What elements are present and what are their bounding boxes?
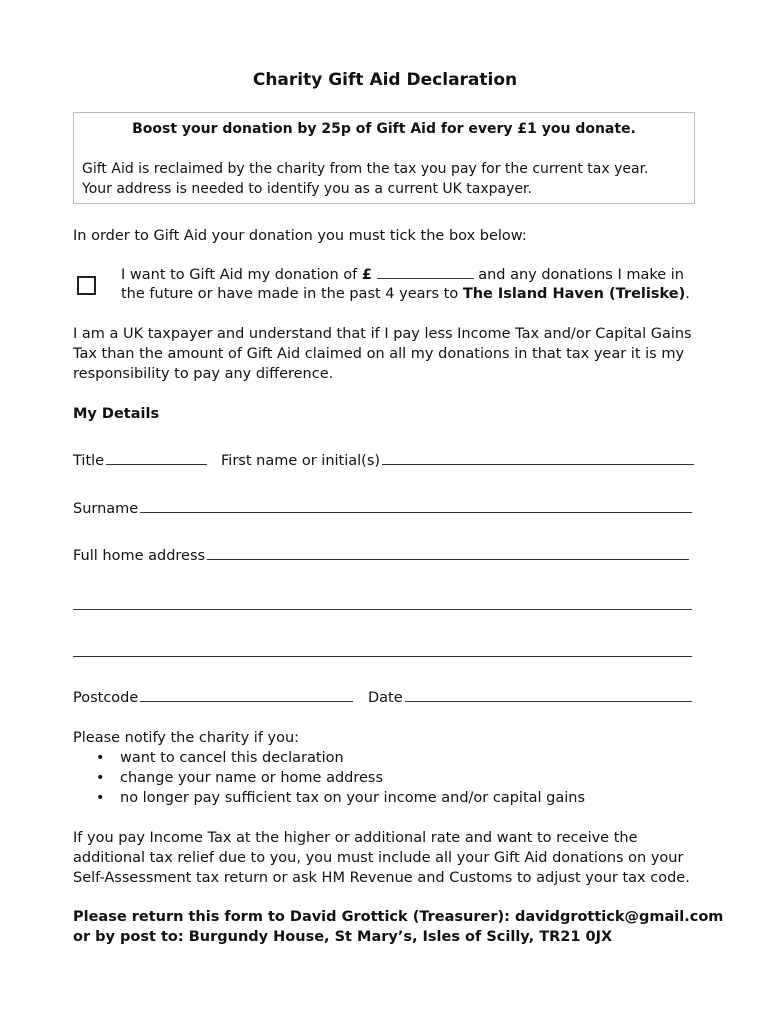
- declaration-text-2: and any donations I make in: [473, 267, 684, 283]
- my-details-heading: My Details: [73, 406, 160, 422]
- taxpayer-line-3: responsibility to pay any difference.: [73, 366, 334, 382]
- title-line: [106, 463, 207, 465]
- taxpayer-line-2: Tax than the amount of Gift Aid claimed on all my donations in that tax year it is my: [73, 346, 685, 362]
- address-line-3: [73, 655, 692, 657]
- notify-intro: Please notify the charity if you:: [73, 730, 300, 746]
- date-field[interactable]: [368, 690, 692, 706]
- list-item: [96, 750, 344, 766]
- gift-aid-checkbox[interactable]: [77, 276, 96, 295]
- surname-label: Surname: [73, 501, 139, 517]
- date-line: [405, 700, 692, 702]
- charity-name: The Island Haven (Treliske): [462, 286, 686, 302]
- address-field[interactable]: [73, 548, 689, 564]
- declaration-line-1: [121, 266, 684, 283]
- higher-rate-line-1: If you pay Income Tax at the higher or additional rate and want to receive the: [73, 830, 638, 846]
- taxpayer-line-1: I am a UK taxpayer and understand that if I pay less Income Tax and/or Capital Gains: [73, 326, 692, 342]
- declaration-line-2: [121, 286, 690, 302]
- surname-field[interactable]: [73, 501, 692, 517]
- intro-box: [73, 112, 695, 204]
- higher-rate-line-2: additional tax relief due to you, you must include all your Gift Aid donations on your: [73, 850, 684, 866]
- boost-heading: Boost your donation by 25p of Gift Aid for every £1 you donate.: [132, 121, 636, 137]
- intro-line-2: Your address is needed to identify you as a current UK taxpayer.: [82, 181, 532, 197]
- address-line-1: [207, 558, 689, 560]
- address-label: Full home address: [73, 548, 206, 564]
- notify-item-2: change your name or home address: [120, 770, 384, 786]
- notify-item-3: no longer pay sufficient tax on your income and/or capital gains: [120, 790, 586, 806]
- notify-item-1: want to cancel this declaration: [120, 750, 344, 766]
- postcode-line: [140, 700, 353, 702]
- title-field[interactable]: [73, 453, 207, 469]
- declaration-text-3: the future or have made in the past 4 years to: [121, 286, 463, 302]
- title-label: Title: [73, 453, 105, 469]
- tick-instruction: In order to Gift Aid your donation you must tick the box below:: [73, 228, 527, 244]
- currency-symbol: £: [361, 267, 372, 283]
- list-item: [96, 790, 585, 806]
- first-name-field[interactable]: [221, 453, 694, 469]
- return-line-1: Please return this form to David Grottick (Treasurer): davidgrottick@gmail.com: [73, 909, 724, 925]
- address-line-2: [73, 608, 692, 610]
- address-field-2[interactable]: [73, 596, 692, 614]
- return-line-2: or by post to: Burgundy House, St Mary’s, Isles of Scilly, TR21 0JX: [73, 929, 613, 945]
- higher-rate-line-3: Self-Assessment tax return or ask HM Revenue and Customs to adjust your tax code.: [73, 870, 690, 886]
- date-label: Date: [368, 690, 403, 706]
- list-item: [96, 770, 383, 786]
- postcode-label: Postcode: [73, 690, 139, 706]
- address-field-3[interactable]: [73, 643, 692, 661]
- donation-amount-field[interactable]: [377, 266, 474, 279]
- first-name-label: First name or initial(s): [221, 453, 381, 469]
- postcode-field[interactable]: [73, 690, 353, 706]
- declaration-text-1: I want to Gift Aid my donation of: [121, 267, 362, 283]
- intro-line-1: Gift Aid is reclaimed by the charity from the tax you pay for the current tax year.: [82, 161, 649, 177]
- declaration-period: .: [685, 286, 690, 302]
- page-title: Charity Gift Aid Declaration: [252, 70, 518, 90]
- surname-line: [140, 511, 692, 513]
- first-name-line: [382, 463, 694, 465]
